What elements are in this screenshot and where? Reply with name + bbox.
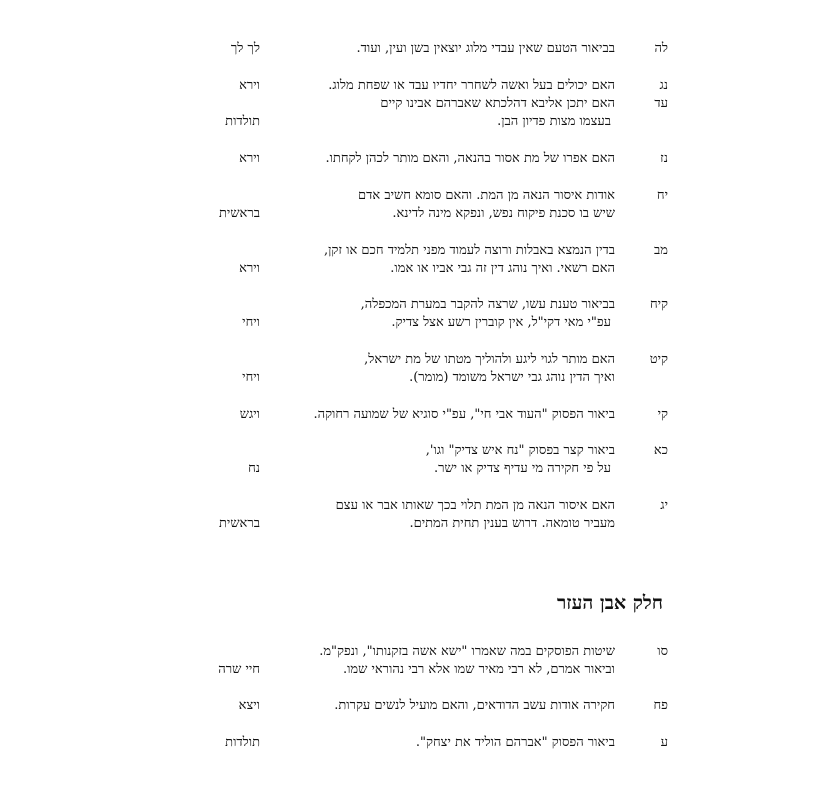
description-line: שיטות הפוסקים במה שאמרו "ישא אשה בזקנותו", ונפק"מ. [319, 644, 615, 659]
description-line: מעביר טומאה. דרוש בענין תחית המתים. [409, 516, 615, 531]
entry-description [255, 77, 615, 95]
entry-description [255, 442, 615, 478]
description-line: שיש בו סכנת פיקוח נפש, ונפקא מינה לדינא. [392, 206, 615, 221]
description-line: על פי חקירה מי עדיף צדיק או ישר. [433, 461, 611, 476]
description-line: בדין הנמצא באבלות ורוצה לעמוד מפני תלמיד חכם או זקן, [323, 243, 615, 258]
siman-number: יג [660, 498, 668, 513]
parashah-name: ויצא [238, 698, 260, 713]
siman-number: סו [657, 644, 668, 659]
description-line: האם איסור הנאה מן המת תלוי בכך שאותו אבר או עצם [335, 498, 615, 513]
parashah-name: בראשית [219, 516, 260, 531]
parashah-name: ויגש [239, 407, 260, 422]
siman-number: נז [660, 151, 668, 166]
description-line: האם מותר לגוי ליגע ולהוליך מטתו של מת ישראל, [364, 352, 615, 367]
parashah-name: נח [248, 461, 260, 476]
description-line: בביאור טענת עשו, שרצה להקבר במערת המכפלה, [360, 297, 615, 312]
entry-description [255, 95, 615, 131]
siman-number: ע [660, 735, 668, 750]
entry-description [255, 643, 615, 679]
parashah-name: תולדות [225, 735, 260, 750]
description-line: ביאור קצר בפסוק "נח איש צדיק" וגו', [425, 443, 615, 458]
entry-description [255, 187, 615, 223]
description-line: אודות איסור הנאה מן המת. והאם סומא חשיב אדם [358, 188, 615, 203]
description-line: בביאור הטעם שאין עבדי מלוג יוצאין בשן ועין, ועוד. [356, 41, 615, 56]
description-line: וביאור אמרם, לא רבי מאיר שמו אלא רבי נהוראי שמו. [342, 662, 615, 677]
description-line: חקירה אודות עשב הדודאים, והאם מועיל לנשים עקרות. [334, 698, 615, 713]
parashah-name: ויחי [242, 315, 260, 330]
parashah-name: וירא [239, 261, 260, 276]
entry-description [255, 734, 615, 752]
entry-description [255, 351, 615, 387]
entry-description [255, 242, 615, 278]
entry-description [255, 697, 615, 715]
description-line: ביאור הפסוק "העוד אבי חי", עפ"י סוגיא של שמועה רחוקה. [313, 407, 615, 422]
siman-number: קיח [649, 297, 668, 312]
entry-description [255, 296, 615, 332]
siman-number: לה [654, 41, 668, 56]
description-line: ביאור הפסוק "אברהם הוליד את יצחק". [415, 735, 615, 750]
parashah-name: ויחי [242, 370, 260, 385]
parashah-name: וירא [239, 151, 260, 166]
parashah-name: חיי שרה [218, 662, 260, 677]
siman-number: קיט [649, 352, 668, 367]
siman-number: מב [654, 243, 668, 258]
siman-number: עד [654, 96, 668, 111]
siman-number: נג [659, 78, 668, 93]
siman-number: יח [656, 188, 668, 203]
entry-description [255, 406, 615, 424]
description-line: האם רשאי. ואיך נוהג דין זה גבי אביו או אמו. [390, 261, 615, 276]
siman-number: פח [653, 698, 668, 713]
parashah-name: בראשית [219, 206, 260, 221]
description-line: בעצמו מצות פדיון הבן. [497, 114, 611, 129]
description-line: עפ"י מאי דקי"ל, אין קוברין רשע אצל צדיק. [391, 315, 611, 330]
entry-description [255, 497, 615, 533]
entry-description [255, 150, 615, 168]
description-line: האם יתכן אליבא דהלכתא שאברהם אבינו קיים [380, 96, 615, 111]
siman-number: קי [657, 407, 668, 422]
siman-number: כא [653, 443, 668, 458]
parashah-name: וירא [239, 78, 260, 93]
parashah-name: לך לך [230, 41, 260, 56]
description-line: האם יכולים בעל ואשה לשחרר יחדיו עבד או שפחת מלוג. [328, 78, 615, 93]
parashah-name: תולדות [225, 114, 260, 129]
entry-description [255, 40, 615, 58]
section-heading: חלק אבן העזר [556, 592, 663, 614]
description-line: האם אפרו של מת אסור בהנאה, והאם מותר לכהן לקחתו. [325, 151, 615, 166]
description-line: ואיך הדין נוהג גבי ישראל משומד (מומר). [409, 370, 615, 385]
